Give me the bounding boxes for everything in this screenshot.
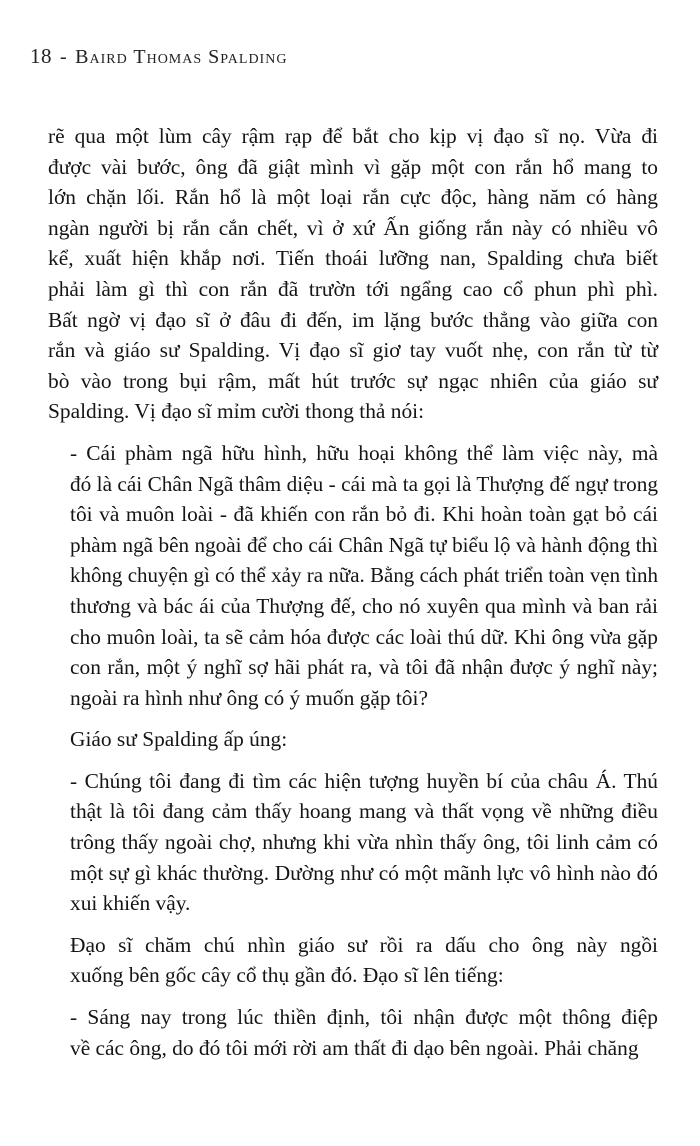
text-line: đó là cái Chân Ngã thâm diệu - cái mà ta gọi là Thượng đế ngự trong <box>70 471 658 496</box>
paragraph <box>48 121 658 427</box>
text-line: không chuyện gì có thể xảy ra nữa. Bằng cách phát triển toàn vẹn tình <box>70 563 658 588</box>
text-line: tôi và muôn loài - đã khiến con rắn bỏ đi. Khi hoàn toàn gạt bỏ cái <box>70 502 658 527</box>
text-line: xui khiến vậy. <box>70 891 191 916</box>
text-line: Giáo sư Spalding ấp úng: <box>70 727 288 752</box>
text-line: Đạo sĩ chăm chú nhìn giáo sư rồi ra dấu cho ông này ngồi <box>70 932 658 957</box>
text-line: về các ông, do đó tôi mới rời am thất đi dạo bên ngoài. Phải chăng <box>70 1035 639 1060</box>
text-line: thật là tôi đang cảm thấy hoang mang và thất vọng về những điều <box>70 799 658 824</box>
paragraph <box>48 930 658 991</box>
text-line: ngoài ra hình như ông có ý muốn gặp tôi? <box>70 685 428 710</box>
text-line: kể, xuất hiện khắp nơi. Tiến thoái lưỡng nan, Spalding chưa biết <box>48 246 658 271</box>
header-separator: - <box>60 46 68 68</box>
text-line: - Chúng tôi đang đi tìm các hiện tượng huyền bí của châu Á. Thú <box>70 768 658 793</box>
text-line: con rắn, một ý nghĩ sợ hãi phát ra, và tôi đã nhận được ý nghĩ này; <box>70 655 658 680</box>
text-line: Spalding. Vị đạo sĩ mỉm cười thong thả nói: <box>48 399 425 424</box>
text-line: rẽ qua một lùm cây rậm rạp để bắt cho kịp vị đạo sĩ nọ. Vừa đi <box>48 124 658 148</box>
text-line: thương và bác ái của Thượng đế, cho nó xuyên qua mình và ban rải <box>70 593 658 618</box>
paragraph <box>48 438 658 713</box>
text-line: xuống bên gốc cây cổ thụ gần đó. Đạo sĩ lên tiếng: <box>70 963 504 988</box>
text-line: Bất ngờ vị đạo sĩ ở đâu đi đến, im lặng bước thẳng vào giữa con <box>48 307 658 332</box>
text-line: một sự gì khác thường. Dường như có một mãnh lực vô hình nào đó <box>70 860 658 885</box>
body-text <box>48 121 658 1063</box>
text-line: cho muôn loài, ta sẽ cảm hóa được các loài thú dữ. Khi ông vừa gặp <box>70 624 658 649</box>
text-line: rắn và giáo sư Spalding. Vị đạo sĩ giơ tay vuốt nhẹ, con rắn từ từ <box>48 338 658 363</box>
paragraph <box>48 1002 658 1063</box>
text-line: trông thấy ngoài chợ, nhưng khi vừa nhìn thấy ông, tôi linh cảm có <box>70 830 658 855</box>
paragraph <box>48 766 658 919</box>
text-line: được vài bước, ông đã giật mình vì gặp một con rắn hổ mang to <box>48 154 658 179</box>
text-line: - Cái phàm ngã hữu hình, hữu hoại không thể làm việc này, mà <box>70 440 658 465</box>
page-number: 18 <box>30 44 52 68</box>
text-line: - Sáng nay trong lúc thiền định, tôi nhận được một thông điệp <box>70 1005 658 1030</box>
text-line: bò vào trong bụi rậm, mất hút trước sự ngạc nhiên của giáo sư <box>48 368 658 393</box>
running-header <box>30 44 287 69</box>
author-name: Baird Thomas Spalding <box>75 46 288 68</box>
text-line: ngàn người bị rắn cắn chết, vì ở xứ Ấn giống rắn này có nhiều vô <box>48 215 658 240</box>
text-line: lớn chặn lối. Rắn hổ là một loại rắn cực độc, hàng năm có hàng <box>48 185 658 210</box>
text-line: phàm ngã bên ngoài để cho cái Chân Ngã tự biểu lộ và hành động thì <box>70 532 658 557</box>
paragraph <box>48 724 658 755</box>
text-line: phải làm gì thì con rắn đã trườn tới ngẩng cao cổ phun phì phì. <box>48 276 658 301</box>
